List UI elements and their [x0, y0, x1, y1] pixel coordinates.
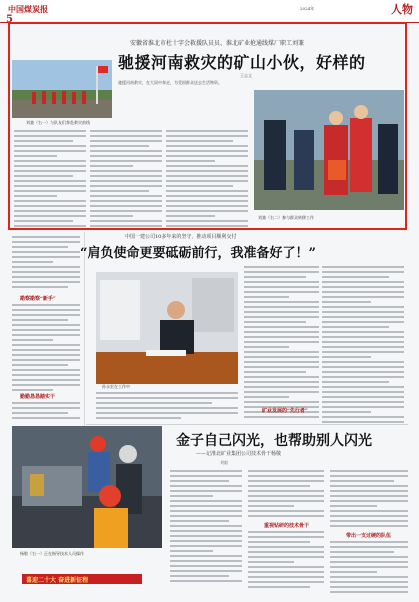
story2-col-b-text [322, 266, 404, 426]
story3-photo [12, 426, 162, 548]
story3-col2-text-lower [248, 531, 324, 591]
story3-col1-text [170, 470, 242, 585]
story3-title[interactable]: 金子自己闪光，也帮助别人闪光 [176, 433, 372, 449]
story3-photo-caption: 杨敬（右一）正在指导技术人员操作 [20, 551, 84, 556]
story1-photo-left-caption: 刘兼（右一）与队友们奔赴救灾前线 [26, 120, 90, 125]
masthead [0, 0, 419, 23]
story3-subhead-1: 重视钻研的技术骨干 [264, 523, 310, 529]
story2-subhead-2: 勤勤恳恳踏实干 [20, 394, 56, 400]
story1-photo-right [254, 90, 404, 210]
story2-below-photo-text [96, 392, 238, 422]
section-name: 人物 [391, 3, 413, 16]
story2-subhead-1: 勘察勘察“新手” [20, 296, 56, 302]
story1-byline: 王志文 [240, 73, 252, 78]
story2-subhead-3: 矿业发展的“先行者” [262, 408, 308, 414]
story2-col-a-text [244, 266, 319, 421]
story1-col1-text [14, 130, 86, 230]
story1-photo-right-caption: 刘兼（右二）参与群众转移工作 [258, 215, 314, 220]
story3-col2-text [248, 470, 324, 520]
story1-kicker: 安徽省淮北市杜十字会救援队员员、淮北矿业抢通线煤厂职工刘兼 [130, 40, 305, 47]
story1-col2-text [90, 130, 162, 230]
left-column-text-top [12, 236, 80, 291]
story2-photo [96, 272, 238, 384]
left-column-text-bottom [12, 402, 80, 422]
story2-kicker: 中国一建公司10多年来的坚守，推动项目顺利交付 [125, 234, 237, 240]
bottom-banner-text: 喜迎二十大 奋进新征程 [26, 577, 89, 584]
story2-photo-caption: 孙永宏在工作中 [102, 384, 130, 389]
issue-date: 2024年 [300, 6, 315, 11]
section-divider [86, 424, 408, 425]
story1-col3-text [166, 130, 248, 230]
story3-byline: 刘毅 [220, 460, 228, 465]
story3-subhead-2: 带出一支过硬的队伍 [346, 533, 392, 539]
left-column-text-mid [12, 304, 80, 394]
story1-title[interactable]: 驰援河南救灾的矿山小伙，好样的 [118, 53, 366, 72]
story3-col3-text-lower [330, 541, 408, 596]
story3-col3-text [330, 470, 408, 530]
newspaper-logo: 中国煤炭报 [8, 4, 48, 14]
story1-photo-left [12, 60, 112, 118]
page-number: 5 [6, 14, 13, 25]
story3-kicker: ——记准北矿业集团公司技术骨干杨敬 [196, 451, 282, 457]
story1-lead: 驰援河南救灾，在大雨中奔走，为受困群众送去生活物资。 [118, 80, 222, 85]
story2-title[interactable]: “肩负使命更要砥砺前行，我准备好了！” [80, 246, 316, 261]
column-divider [84, 232, 85, 428]
